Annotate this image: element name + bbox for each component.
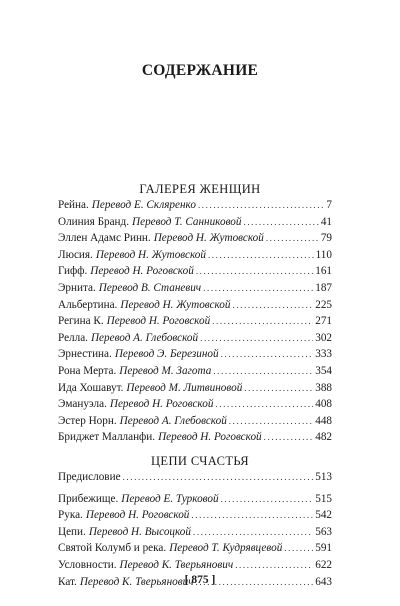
entry-translator: Перевод А. Глебовской bbox=[119, 414, 227, 427]
entry-title: Релла. bbox=[58, 331, 88, 344]
entry-translator: Перевод К. Тверьянович bbox=[119, 558, 234, 571]
entry-page-number: 7 bbox=[326, 199, 332, 211]
toc-entry bbox=[58, 382, 332, 399]
entry-page-number: 187 bbox=[315, 281, 332, 294]
entry-translator: Перевод А. Глебовской bbox=[90, 331, 199, 344]
toc-entry bbox=[58, 431, 332, 448]
entry-title: Святой Колумб и река. bbox=[58, 542, 167, 555]
dot-leader bbox=[264, 432, 314, 442]
toc-entry bbox=[58, 332, 332, 349]
section-heading-chains: ЦЕПИ СЧАСТЬЯ bbox=[150, 454, 250, 468]
entry-page-number: 161 bbox=[315, 265, 332, 278]
entry-page-number: 79 bbox=[320, 232, 332, 245]
entry-translator: Перевод Т. Санниковой bbox=[132, 215, 242, 228]
entry-title: Гифф. bbox=[58, 265, 88, 278]
entry-title: Условности. bbox=[58, 558, 117, 571]
entry-title: Эрнита. bbox=[58, 281, 96, 294]
dot-leader bbox=[221, 494, 314, 504]
toc-entry bbox=[58, 199, 332, 216]
toc-entry bbox=[58, 232, 332, 249]
dot-leader bbox=[212, 316, 313, 326]
entry-translator: Перевод Н. Жутовской bbox=[120, 298, 231, 311]
toc-entry bbox=[58, 315, 332, 332]
entry-translator: Перевод Н. Роговской bbox=[85, 509, 190, 522]
entry-translator: Перевод Е. Скляренко bbox=[91, 199, 196, 211]
entry-title: Рука. bbox=[58, 509, 83, 522]
toc-entry bbox=[58, 299, 332, 316]
entry-title: Олиния Бранд. bbox=[58, 215, 130, 228]
entry-page-number: 225 bbox=[315, 298, 332, 311]
entry-translator: Перевод Н. Роговской bbox=[109, 398, 214, 411]
entry-translator: Перевод Т. Кудрявцевой bbox=[169, 542, 283, 555]
dot-leader bbox=[232, 300, 313, 310]
entry-translator: Перевод В. Станевич bbox=[98, 281, 202, 294]
entry-translator: Перевод Н. Высоцкой bbox=[88, 525, 191, 538]
entry-title: Цепи. bbox=[58, 525, 86, 538]
dot-leader bbox=[208, 250, 314, 260]
entry-title: Ида Хошавут. bbox=[58, 381, 124, 394]
toc-list-gallery bbox=[58, 199, 332, 448]
entry-translator: Перевод Н. Жутовской bbox=[153, 232, 264, 245]
dot-leader bbox=[193, 527, 313, 537]
entry-title: Регина К. bbox=[58, 315, 104, 328]
toc-entry bbox=[58, 526, 332, 543]
dot-leader bbox=[198, 200, 324, 210]
toc-entry bbox=[58, 216, 332, 233]
entry-page-number: 333 bbox=[315, 348, 332, 361]
dot-leader bbox=[196, 266, 313, 276]
dot-leader bbox=[203, 283, 313, 293]
entry-page-number: 542 bbox=[315, 509, 332, 522]
entry-page-number: 482 bbox=[315, 431, 332, 444]
entry-translator: Перевод Н. Роговской bbox=[106, 315, 211, 328]
entry-page-number: 271 bbox=[315, 315, 332, 328]
entry-title: Рона Мерта. bbox=[58, 364, 117, 377]
entry-title: Эстер Норн. bbox=[58, 414, 117, 427]
page-title: СОДЕРЖАНИЕ bbox=[141, 62, 259, 79]
entry-page-number: 622 bbox=[315, 558, 332, 571]
toc-entry bbox=[58, 415, 332, 432]
entry-translator: Перевод Н. Жутовской bbox=[95, 248, 206, 261]
entry-title: Люсия. bbox=[58, 248, 93, 261]
dot-leader bbox=[244, 383, 313, 393]
dot-leader bbox=[243, 217, 318, 227]
entry-page-number: 388 bbox=[315, 381, 332, 394]
entry-page-number: 448 bbox=[315, 414, 332, 427]
entry-title: Альбертина. bbox=[58, 298, 118, 311]
toc-entry bbox=[58, 509, 332, 526]
entry-translator: Перевод К. Тверьянович bbox=[79, 575, 194, 588]
dot-leader bbox=[266, 233, 319, 243]
entry-translator: Перевод Е. Турковой bbox=[121, 492, 219, 505]
entry-page-number: 354 bbox=[315, 364, 332, 377]
dot-leader bbox=[213, 366, 313, 376]
toc-entry bbox=[58, 348, 332, 365]
entry-title: Эмануэла. bbox=[58, 398, 107, 411]
page-number: [ 875 ] bbox=[184, 574, 216, 586]
entry-page-number: 408 bbox=[315, 398, 332, 411]
toc-entry bbox=[58, 398, 332, 415]
entry-page-number: 515 bbox=[315, 492, 332, 505]
entry-page-number: 513 bbox=[315, 471, 332, 483]
dot-leader bbox=[191, 510, 313, 520]
entry-title: Бриджет Малланфи. bbox=[58, 431, 156, 444]
entry-page-number: 563 bbox=[315, 525, 332, 538]
toc-entry bbox=[58, 493, 332, 510]
dot-leader bbox=[284, 543, 313, 553]
entry-page-number: 41 bbox=[320, 215, 332, 228]
entry-title: Эллен Адамс Ринн. bbox=[58, 232, 151, 245]
entry-translator: Перевод М. Литвиновой bbox=[126, 381, 243, 394]
entry-page-number: 302 bbox=[315, 331, 332, 344]
entry-translator: Перевод Э. Березиной bbox=[114, 348, 219, 361]
entry-title: Рейна. bbox=[58, 199, 89, 211]
entry-title: Прибежище. bbox=[58, 492, 119, 505]
entry-translator: Перевод М. Загота bbox=[119, 364, 212, 377]
toc-entry bbox=[58, 471, 332, 488]
entry-title: Предисловие bbox=[58, 471, 121, 483]
dot-leader bbox=[235, 560, 313, 570]
entry-title: Эрнестина. bbox=[58, 348, 112, 361]
entry-translator: Перевод Н. Роговской bbox=[90, 265, 194, 278]
section-heading-gallery: ГАЛЕРЕЯ ЖЕНЩИН bbox=[139, 182, 261, 196]
dot-leader bbox=[200, 333, 313, 343]
dot-leader bbox=[215, 399, 313, 409]
entry-page-number: 110 bbox=[315, 248, 332, 261]
entry-translator: Перевод Н. Роговской bbox=[158, 431, 262, 444]
toc-entry bbox=[58, 365, 332, 382]
toc-entry bbox=[58, 249, 332, 266]
dot-leader bbox=[221, 349, 314, 359]
toc-entry bbox=[58, 265, 332, 282]
entry-page-number: 591 bbox=[315, 542, 332, 555]
entry-title: Кат. bbox=[58, 575, 77, 588]
toc-entry bbox=[58, 542, 332, 559]
dot-leader bbox=[123, 472, 314, 482]
toc-entry bbox=[58, 282, 332, 299]
entry-page-number: 643 bbox=[315, 575, 332, 588]
dot-leader bbox=[229, 416, 313, 426]
